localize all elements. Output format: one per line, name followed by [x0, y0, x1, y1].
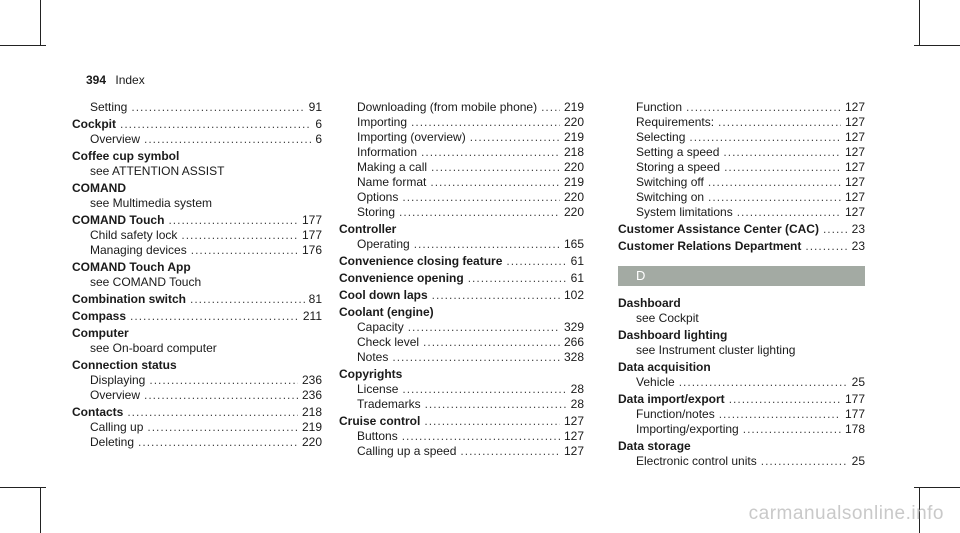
entry-page-number: 81 [308, 292, 322, 306]
entry-page-number: 127 [844, 130, 865, 144]
index-entry [72, 309, 322, 324]
entry-label: System limitations [636, 205, 733, 219]
entry-label: Trademarks [357, 397, 421, 411]
index-entry [72, 213, 322, 228]
dot-leader [708, 190, 841, 205]
entry-label: Data import/export [618, 392, 725, 406]
entry-page-number: 220 [563, 190, 584, 204]
index-entry: COMAND [72, 181, 126, 195]
entry-label: Customer Assistance Center (CAC) [618, 222, 819, 236]
entry-label: Name format [357, 175, 427, 189]
entry-page-number: 219 [563, 175, 584, 189]
entry-label: Switching on [636, 190, 705, 204]
index-entry: Computer [72, 326, 129, 340]
index-entry: Controller [339, 222, 397, 236]
entry-page-number: 127 [844, 145, 865, 159]
entry-label: Setting a speed [636, 145, 720, 159]
dot-leader [823, 222, 848, 237]
dot-leader [190, 292, 305, 307]
dot-leader [421, 145, 560, 160]
dot-leader [392, 350, 560, 365]
entry-label: Displaying [90, 373, 146, 387]
entry-label: Managing devices [90, 243, 187, 257]
index-entry: Dashboard lighting [618, 328, 728, 342]
index-subentry [339, 160, 584, 175]
entry-page-number: 102 [563, 288, 584, 302]
crop-mark [914, 45, 960, 46]
entry-page-number: 236 [301, 373, 322, 387]
dot-leader [144, 388, 298, 403]
dot-leader [120, 117, 311, 132]
index-subentry: see On-board computer [90, 341, 217, 355]
entry-page-number: 219 [563, 100, 584, 114]
dot-leader [541, 100, 560, 115]
index-subentry [339, 130, 584, 145]
entry-page-number: 127 [844, 160, 865, 174]
index-entry [339, 288, 584, 303]
dot-leader [425, 397, 567, 412]
index-subentry: see Cockpit [636, 311, 699, 325]
entry-page-number: 127 [844, 205, 865, 219]
entry-label: Customer Relations Department [618, 239, 802, 253]
index-subentry [618, 175, 865, 190]
index-entry: Connection status [72, 358, 177, 372]
index-subentry [618, 130, 865, 145]
dot-leader [414, 237, 560, 252]
dot-leader [191, 243, 298, 258]
entry-page-number: 127 [563, 429, 584, 443]
entry-page-number: 61 [570, 254, 584, 268]
entry-page-number: 127 [563, 414, 584, 428]
dot-leader [144, 132, 311, 147]
crop-mark [914, 487, 960, 488]
index-subentry [339, 397, 584, 412]
index-subentry: see Multimedia system [90, 196, 213, 210]
dot-leader [470, 130, 560, 145]
entry-label: Storing a speed [636, 160, 721, 174]
entry-label: Check level [357, 335, 420, 349]
index-entry: Coffee cup symbol [72, 149, 180, 163]
dot-leader [724, 160, 841, 175]
entry-label: Overview [90, 388, 141, 402]
dot-leader [411, 115, 560, 130]
index-subentry [339, 145, 584, 160]
entry-label: COMAND Touch [72, 213, 165, 227]
entry-label: Child safety lock [90, 228, 178, 242]
entry-label: Requirements: [636, 115, 715, 129]
index-entry: Data acquisition [618, 360, 711, 374]
index-subentry [339, 175, 584, 190]
index-subentry [339, 335, 584, 350]
index-entry: Data storage [618, 439, 691, 453]
dot-leader [127, 405, 298, 420]
index-subentry [618, 160, 865, 175]
entry-page-number: 28 [570, 382, 584, 396]
index-subentry [72, 100, 322, 115]
dot-leader [430, 175, 560, 190]
index-entry [339, 271, 584, 286]
entry-label: Operating [357, 237, 410, 251]
entry-label: Cruise control [339, 414, 421, 428]
index-entry [72, 405, 322, 420]
index-subentry [339, 100, 584, 115]
index-entry [618, 239, 865, 254]
index-entry [339, 254, 584, 269]
index-subentry [72, 388, 322, 403]
entry-page-number: 61 [570, 271, 584, 285]
page-number: 394 [86, 73, 107, 87]
index-entry [72, 117, 322, 132]
index-column-1 [72, 100, 322, 450]
section-letter: D [618, 266, 865, 286]
index-subentry [72, 132, 322, 147]
entry-page-number: 220 [301, 435, 322, 449]
entry-label: Calling up [90, 420, 144, 434]
index-subentry [339, 320, 584, 335]
dot-leader [718, 115, 841, 130]
dot-leader [138, 435, 298, 450]
entry-label: Calling up a speed [357, 444, 457, 458]
entry-page-number: 177 [844, 407, 865, 421]
index-subentry [618, 454, 865, 469]
dot-leader [761, 454, 848, 469]
entry-label: License [357, 382, 399, 396]
entry-page-number: 91 [308, 100, 322, 114]
dot-leader [131, 100, 304, 115]
entry-label: Notes [357, 350, 389, 364]
crop-mark [40, 0, 41, 46]
index-subentry [339, 237, 584, 252]
entry-page-number: 220 [563, 115, 584, 129]
index-subentry [72, 228, 322, 243]
entry-label: Information [357, 145, 418, 159]
entry-label: Selecting [636, 130, 686, 144]
entry-label: Convenience opening [339, 271, 464, 285]
index-entry: Coolant (engine) [339, 305, 434, 319]
entry-page-number: 6 [315, 132, 322, 146]
index-entry: Dashboard [618, 296, 681, 310]
index-entry [72, 292, 322, 307]
entry-page-number: 266 [563, 335, 584, 349]
dot-leader [424, 414, 560, 429]
entry-page-number: 220 [563, 160, 584, 174]
entry-page-number: 178 [844, 422, 865, 436]
dot-leader [431, 160, 560, 175]
entry-label: Convenience closing feature [339, 254, 503, 268]
entry-page-number: 329 [563, 320, 584, 334]
index-subentry [618, 115, 865, 130]
entry-label: Electronic control units [636, 454, 757, 468]
entry-label: Options [357, 190, 399, 204]
index-subentry [618, 205, 865, 220]
entry-page-number: 211 [302, 309, 322, 323]
entry-page-number: 218 [563, 145, 584, 159]
dot-leader [408, 320, 560, 335]
entry-page-number: 23 [851, 222, 865, 236]
entry-page-number: 219 [563, 130, 584, 144]
entry-label: Contacts [72, 405, 124, 419]
index-subentry [72, 435, 322, 450]
index-subentry [618, 422, 865, 437]
entry-page-number: 177 [844, 392, 865, 406]
dot-leader [679, 375, 848, 390]
index-column-2 [339, 100, 584, 459]
entry-page-number: 127 [844, 100, 865, 114]
entry-label: Compass [72, 309, 127, 323]
entry-label: Capacity [357, 320, 404, 334]
index-subentry [339, 205, 584, 220]
entry-label: Cool down laps [339, 288, 428, 302]
entry-label: Combination switch [72, 292, 186, 306]
index-subentry [339, 382, 584, 397]
entry-label: Downloading (from mobile phone) [357, 100, 538, 114]
entry-label: Function [636, 100, 683, 114]
index-entry [618, 392, 865, 407]
entry-page-number: 176 [301, 243, 322, 257]
dot-leader [402, 429, 560, 444]
dot-leader [719, 407, 841, 422]
index-entry: COMAND Touch App [72, 260, 191, 274]
dot-leader [805, 239, 847, 254]
entry-label: Importing [357, 115, 408, 129]
dot-leader [147, 420, 298, 435]
dot-leader [689, 130, 841, 145]
dot-leader [506, 254, 566, 269]
entry-label: Making a call [357, 160, 428, 174]
entry-page-number: 28 [570, 397, 584, 411]
dot-leader [399, 205, 560, 220]
entry-page-number: 6 [315, 117, 322, 131]
index-subentry [72, 420, 322, 435]
page-header [86, 73, 145, 87]
entry-page-number: 220 [563, 205, 584, 219]
index-subentry [339, 115, 584, 130]
dot-leader [149, 373, 298, 388]
entry-page-number: 25 [851, 454, 865, 468]
crop-mark [919, 0, 920, 46]
entry-label: Importing (overview) [357, 130, 466, 144]
entry-label: Storing [357, 205, 396, 219]
dot-leader [723, 145, 841, 160]
entry-label: Deleting [90, 435, 135, 449]
index-column-3 [618, 100, 865, 469]
index-subentry: see Instrument cluster lighting [636, 343, 796, 357]
dot-leader [130, 309, 299, 324]
dot-leader [402, 382, 566, 397]
index-subentry [72, 243, 322, 258]
entry-page-number: 127 [844, 115, 865, 129]
watermark: carmanualsonline.info [748, 503, 944, 524]
entry-label: Buttons [357, 429, 398, 443]
index-subentry: see COMAND Touch [90, 275, 202, 289]
dot-leader [432, 288, 560, 303]
entry-page-number: 177 [301, 228, 322, 242]
dot-leader [743, 422, 841, 437]
index-subentry [339, 429, 584, 444]
index-subentry [618, 375, 865, 390]
dot-leader [460, 444, 560, 459]
index-subentry [339, 444, 584, 459]
entry-page-number: 218 [301, 405, 322, 419]
entry-label: Switching off [636, 175, 704, 189]
entry-page-number: 236 [301, 388, 322, 402]
entry-page-number: 23 [851, 239, 865, 253]
crop-mark [40, 487, 41, 533]
index-subentry [618, 190, 865, 205]
crop-mark [0, 45, 46, 46]
dot-leader [708, 175, 841, 190]
index-subentry: see ATTENTION ASSIST [90, 164, 225, 178]
entry-label: Cockpit [72, 117, 117, 131]
index-subentry [72, 373, 322, 388]
crop-mark [0, 487, 46, 488]
dot-leader [168, 213, 298, 228]
dot-leader [686, 100, 841, 115]
entry-page-number: 219 [301, 420, 322, 434]
entry-label: Setting [90, 100, 128, 114]
entry-page-number: 165 [563, 237, 584, 251]
entry-label: Function/notes [636, 407, 715, 421]
index-subentry [339, 350, 584, 365]
dot-leader [402, 190, 560, 205]
entry-label: Importing/exporting [636, 422, 739, 436]
index-entry: Copyrights [339, 367, 403, 381]
index-entry [618, 222, 865, 237]
index-subentry [618, 407, 865, 422]
entry-label: Overview [90, 132, 141, 146]
index-subentry [339, 190, 584, 205]
dot-leader [737, 205, 841, 220]
dot-leader [468, 271, 567, 286]
section-title: Index [115, 73, 145, 87]
index-subentry [618, 145, 865, 160]
entry-page-number: 328 [563, 350, 584, 364]
entry-page-number: 127 [844, 175, 865, 189]
index-entry [339, 414, 584, 429]
dot-leader [729, 392, 841, 407]
entry-page-number: 127 [563, 444, 584, 458]
entry-page-number: 127 [844, 190, 865, 204]
entry-page-number: 177 [301, 213, 322, 227]
entry-label: Vehicle [636, 375, 675, 389]
index-subentry [618, 100, 865, 115]
dot-leader [181, 228, 298, 243]
dot-leader [423, 335, 560, 350]
entry-page-number: 25 [851, 375, 865, 389]
